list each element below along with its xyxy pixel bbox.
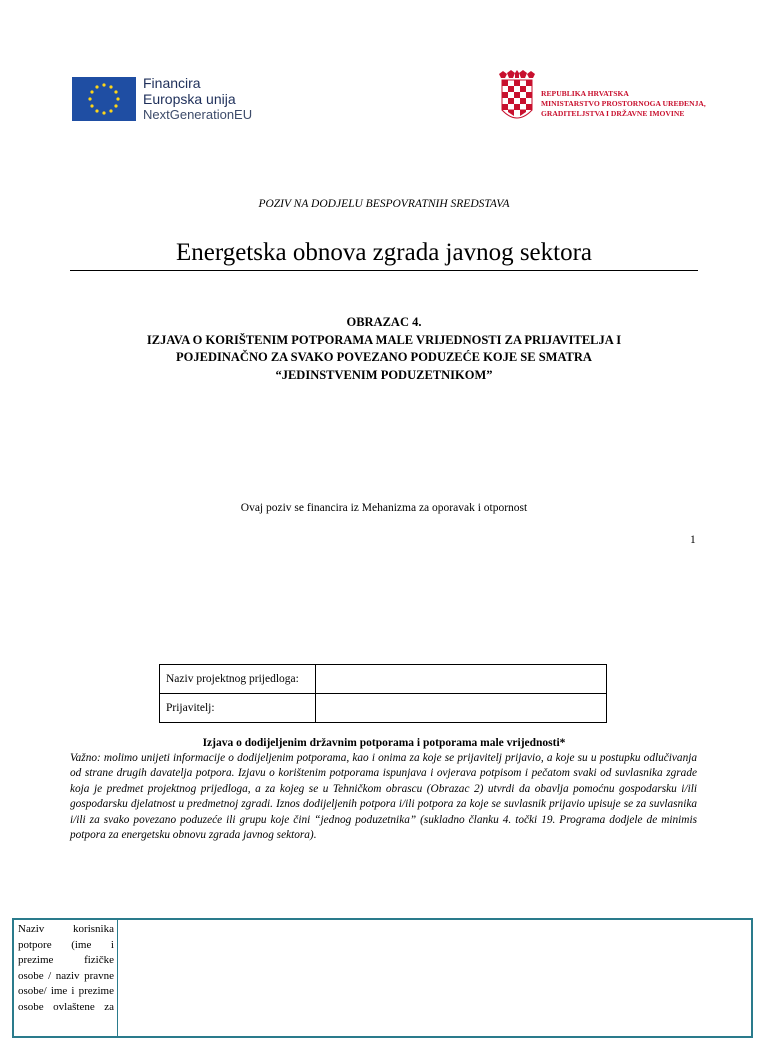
eu-funding-logo-text	[143, 75, 252, 123]
applicant-field[interactable]	[316, 694, 607, 723]
eu-line-1: Financira	[143, 75, 201, 91]
croatian-coat-of-arms-icon	[497, 70, 537, 124]
eu-line-3: NextGenerationEU	[143, 107, 253, 122]
form-title-line-2: POJEDINAČNO ZA SVAKO POVEZANO PODUZEĆE KOJE SE SMATRA	[176, 350, 592, 364]
eu-flag-icon	[72, 77, 136, 121]
ministry-line-1: REPUBLIKA HRVATSKA	[541, 89, 629, 98]
ministry-line-2: MINISTARSTVO PROSTORNOGA UREĐENJA,	[541, 99, 706, 108]
funding-note: Ovaj poziv se financira iz Mehanizma za oporavak i otpornost	[240, 502, 528, 514]
beneficiary-table	[12, 918, 753, 1038]
project-info-table	[159, 664, 607, 723]
project-name-label: Naziv projektnog prijedloga:	[160, 665, 316, 694]
page-number: 1	[690, 534, 696, 546]
project-name-field[interactable]	[316, 665, 607, 694]
ministry-line-3: GRADITELJSTVA I DRŽAVNE IMOVINE	[541, 109, 685, 118]
declaration-title: Izjava o dodijeljenim državnim potporama i potporama male vrijednosti*	[202, 737, 566, 749]
form-heading	[90, 314, 678, 384]
applicant-label: Prijavitelj:	[160, 694, 316, 723]
form-title-line-1: IZJAVA O KORIŠTENIM POTPORAMA MALE VRIJEDNOSTI ZA PRIJAVITELJA I	[146, 332, 622, 347]
table-row	[160, 694, 607, 723]
page-title: Energetska obnova zgrada javnog sektora	[70, 239, 698, 271]
beneficiary-name-label: Naziv korisnika potpore (ime i prezime fizičke osobe / naziv pravne osobe/ ime i prezime osobe ovlaštene za	[14, 920, 118, 1038]
form-number: OBRAZAC 4.	[346, 315, 422, 329]
call-subtitle: POZIV NA DODJELU BESPOVRATNIH SREDSTAVA	[258, 198, 510, 210]
table-row	[160, 665, 607, 694]
declaration-body: Važno: molimo unijeti informacije o dodijeljenim potporama, kao i onima za koje se prijavitelj prijavio, a koje su u postupku odlučivanja od strane drugih davatelja potpora. Izjavu o korištenim potporama ispunjava i ovjerava potpisom i pečatom svaki od suvlasnika zgrade koja je predmet projektnog prijedloga, a za kojeg se u Tehničkom obrascu (Obrazac 2) utvrdi da obavlja pomoćnu gospodarsku i/ili gospodarsku djelatnost u predmetnoj zgradi. Iznos dodijeljenih potpora i/ili potpora za koje se suvlasnik prijavio upisuje se za suvlasnika i/ili za svako povezano poduzeće ili grupu koje čini “jednog poduzetnika” (sukladno članku 4. točki 19. Programa dodjele de minimis potpora za energetsku obnovu zgrada javnog sektora).	[70, 752, 697, 842]
form-title-line-3: “JEDINSTVENIM PODUZETNIKOM”	[275, 367, 493, 382]
ministry-logo-text	[541, 89, 706, 119]
eu-line-2: Europska unija	[143, 91, 236, 107]
